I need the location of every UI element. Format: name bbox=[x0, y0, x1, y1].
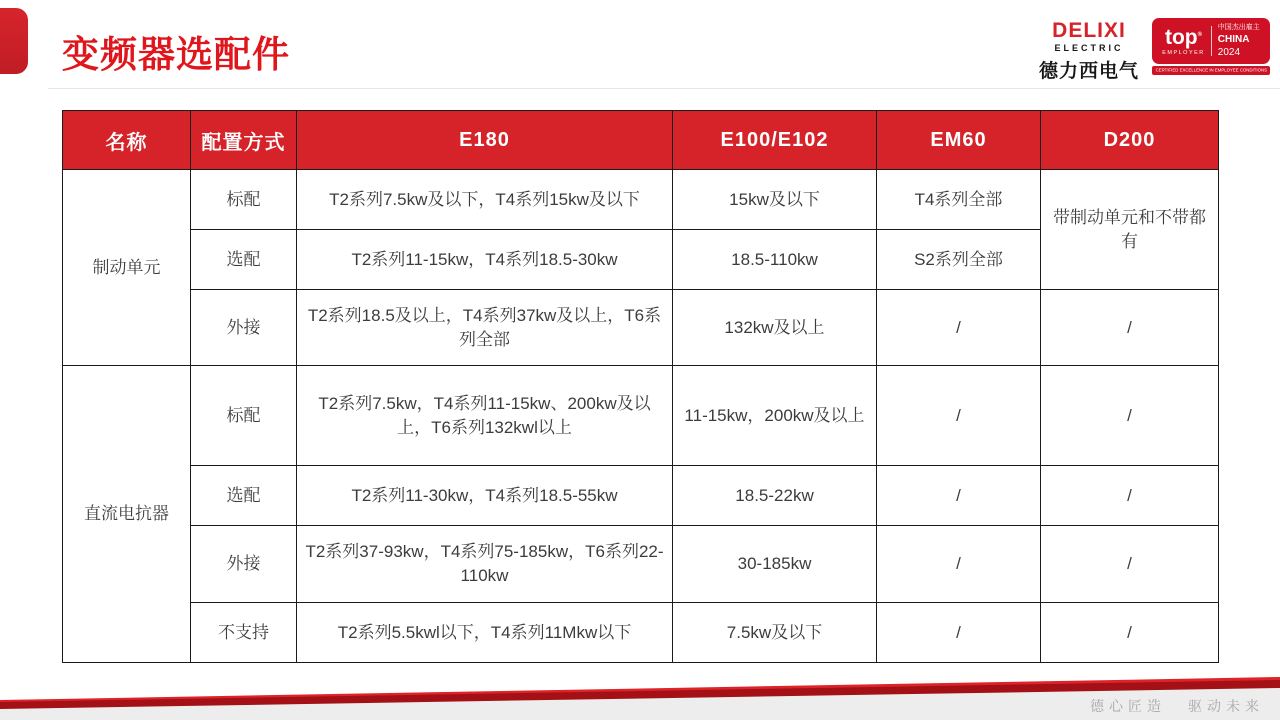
header-config-mode: 配置方式 bbox=[191, 111, 297, 170]
cell-e180: T2系列11-15kw，T4系列18.5-30kw bbox=[297, 230, 673, 290]
delixi-electric-text: ELECTRIC bbox=[1054, 43, 1124, 53]
cell-em60: / bbox=[877, 290, 1041, 366]
registered-mark-icon: ® bbox=[1197, 31, 1203, 38]
delixi-chinese-text: 德力西电气 bbox=[1038, 61, 1139, 82]
mode-cell: 标配 bbox=[191, 170, 297, 230]
badge-cn-title: 中国杰出雇主 bbox=[1217, 24, 1260, 32]
delixi-brand-text: DELIXI bbox=[1052, 19, 1126, 42]
mode-cell: 不支持 bbox=[191, 603, 297, 663]
badge-divider bbox=[1211, 26, 1212, 56]
badge-right-block bbox=[1218, 23, 1260, 58]
cell-e100: 18.5-22kw bbox=[673, 466, 877, 526]
cell-d200: / bbox=[1041, 526, 1219, 603]
cell-d200: / bbox=[1041, 290, 1219, 366]
cell-e180: T2系列7.5kw，T4系列11-15kw、200kw及以上，T6系列132kwl以上 bbox=[297, 366, 673, 466]
badge-year: 2024 bbox=[1217, 46, 1241, 58]
badge-employer-text: EMPLOYER bbox=[1162, 49, 1205, 56]
mode-cell: 选配 bbox=[191, 230, 297, 290]
footer-diagonal-stripe bbox=[0, 660, 1280, 720]
header-divider bbox=[48, 88, 1280, 89]
top-employer-badge bbox=[1152, 18, 1270, 75]
cell-e100: 7.5kw及以下 bbox=[673, 603, 877, 663]
cell-e180: T2系列11-30kw，T4系列18.5-55kw bbox=[297, 466, 673, 526]
header-e180: E180 bbox=[297, 111, 673, 170]
mode-cell: 外接 bbox=[191, 526, 297, 603]
header-d200: D200 bbox=[1041, 111, 1219, 170]
mode-cell: 外接 bbox=[191, 290, 297, 366]
cell-e100: 11-15kw，200kw及以上 bbox=[673, 366, 877, 466]
cell-d200: / bbox=[1041, 603, 1219, 663]
table-row bbox=[63, 466, 1219, 526]
cell-d200: / bbox=[1041, 466, 1219, 526]
table-row bbox=[63, 366, 1219, 466]
cell-e100: 132kw及以上 bbox=[673, 290, 877, 366]
cell-e100: 15kw及以下 bbox=[673, 170, 877, 230]
top-employer-logo bbox=[1162, 27, 1205, 56]
cell-e100: 18.5-110kw bbox=[673, 230, 877, 290]
table-row bbox=[63, 526, 1219, 603]
cell-em60: / bbox=[877, 366, 1041, 466]
cell-em60: / bbox=[877, 526, 1041, 603]
table-row bbox=[63, 170, 1219, 230]
footer-slogan-right: 驱动未来 bbox=[1188, 698, 1264, 714]
cell-e180: T2系列7.5kw及以下，T4系列15kw及以下 bbox=[297, 170, 673, 230]
cell-d200-merged: 带制动单元和不带都有 bbox=[1041, 170, 1219, 290]
cell-e100: 30-185kw bbox=[673, 526, 877, 603]
footer-slogan-left: 德心匠造 bbox=[1090, 698, 1166, 714]
top-employer-badge-main bbox=[1152, 18, 1270, 64]
cell-em60: / bbox=[877, 466, 1041, 526]
cell-em60: S2系列全部 bbox=[877, 230, 1041, 290]
group-cell-dc-reactor: 直流电抗器 bbox=[63, 366, 191, 663]
mode-cell: 选配 bbox=[191, 466, 297, 526]
cell-e180: T2系列37-93kw，T4系列75-185kw，T6系列22-110kw bbox=[297, 526, 673, 603]
table-header-row bbox=[63, 111, 1219, 170]
cell-em60: T4系列全部 bbox=[877, 170, 1041, 230]
page-title: 变频器选配件 bbox=[62, 34, 290, 75]
title-accent-shape bbox=[0, 8, 28, 74]
cell-d200: / bbox=[1041, 366, 1219, 466]
badge-tagline: CERTIFIED EXCELLENCE IN EMPLOYEE CONDITIONS bbox=[1155, 68, 1267, 73]
footer-slogan bbox=[1090, 696, 1264, 716]
group-cell-brake-unit: 制动单元 bbox=[63, 170, 191, 366]
cell-em60: / bbox=[877, 603, 1041, 663]
header-name: 名称 bbox=[63, 111, 191, 170]
badge-tagline-strip bbox=[1152, 66, 1270, 75]
table-row bbox=[63, 603, 1219, 663]
badge-top-text: top bbox=[1164, 25, 1198, 49]
inverter-accessories-table bbox=[62, 110, 1219, 663]
mode-cell: 标配 bbox=[191, 366, 297, 466]
header-e100-e102: E100/E102 bbox=[673, 111, 877, 170]
badge-country: CHINA bbox=[1217, 33, 1250, 45]
delixi-logo bbox=[1036, 20, 1142, 83]
header-em60: EM60 bbox=[877, 111, 1041, 170]
table-row bbox=[63, 290, 1219, 366]
cell-e180: T2系列5.5kwl以下，T4系列11Mkw以下 bbox=[297, 603, 673, 663]
cell-e180: T2系列18.5及以上，T4系列37kw及以上，T6系列全部 bbox=[297, 290, 673, 366]
